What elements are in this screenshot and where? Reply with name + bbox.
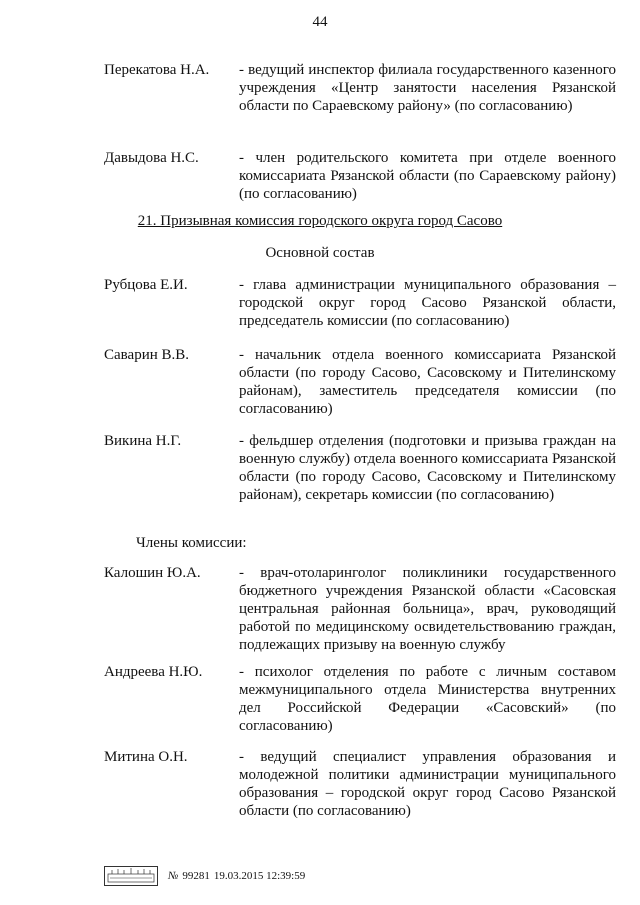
section-title: 21. Призывная комиссия городского округа город Сасово (137, 213, 503, 229)
commission-entry (104, 663, 616, 735)
commission-entry (104, 346, 616, 418)
commission-entry (104, 149, 616, 203)
commission-entry (104, 564, 616, 654)
members-label: Члены комиссии: (136, 535, 247, 551)
member-name: Калошин Ю.А. (104, 565, 201, 581)
subsection-title: Основной состав (265, 245, 375, 261)
member-role: - ведущий специалист управления образования и молодежной политики администрации муниципального образования – городской округ город Сасово Рязанской области (по согласованию) (239, 749, 616, 819)
member-name: Митина О.Н. (104, 749, 188, 765)
commission-entry (104, 748, 616, 820)
member-role: - психолог отделения по работе с личным составом межмуниципального отдела Министерства внутренних дел Российской Федерации «Сасовский» (по согласованию) (239, 664, 616, 734)
document-footer (104, 866, 305, 886)
member-name: Андреева Н.Ю. (104, 664, 203, 680)
member-name: Давыдова Н.С. (104, 150, 199, 166)
commission-entry (104, 432, 616, 504)
member-role: - член родительского комитета при отделе военного комиссариата Рязанской области (по Сараевскому району) (по согласованию) (239, 150, 616, 202)
member-role: - глава администрации муниципального образования – городской округ город Сасово Рязанской области, председатель комиссии (по согласованию) (239, 277, 616, 329)
member-name: Саварин В.В. (104, 347, 190, 363)
commission-entry (104, 276, 616, 330)
member-name: Рубцова Е.И. (104, 277, 188, 293)
member-name: Перекатова Н.А. (104, 62, 210, 78)
commission-entry (104, 61, 616, 115)
member-name: Викина Н.Г. (104, 433, 182, 449)
number-sign: № (168, 870, 179, 882)
document-number: 99281 (182, 870, 210, 882)
member-role: - фельдшер отделения (подготовки и призыва граждан на военную службу) отдела военного комиссариата Рязанской области (по городу Сасово, Сасовскому и Пителинскому районам), секретарь комиссии (по согласованию) (239, 433, 616, 503)
member-role: - врач-отоларинголог поликлиники государственного бюджетного учреждения Рязанской области «Сасовская центральная районная больница», врач, руководящий работой по медицинскому освидетельствованию граждан, подлежащих призыву на военную службу (239, 565, 616, 653)
member-role: - начальник отдела военного комиссариата Рязанской области (по городу Сасово, Сасовскому и Пителинскому районам), заместитель председателя комиссии (по согласованию) (239, 347, 616, 417)
document-timestamp: 19.03.2015 12:39:59 (213, 870, 306, 882)
member-role: - ведущий инспектор филиала государственного казенного учреждения «Центр занятости населения Рязанской области по Сараевскому району» (по согласованию) (239, 62, 616, 114)
registry-stamp-icon (104, 866, 158, 886)
page-number: 44 (312, 14, 328, 30)
